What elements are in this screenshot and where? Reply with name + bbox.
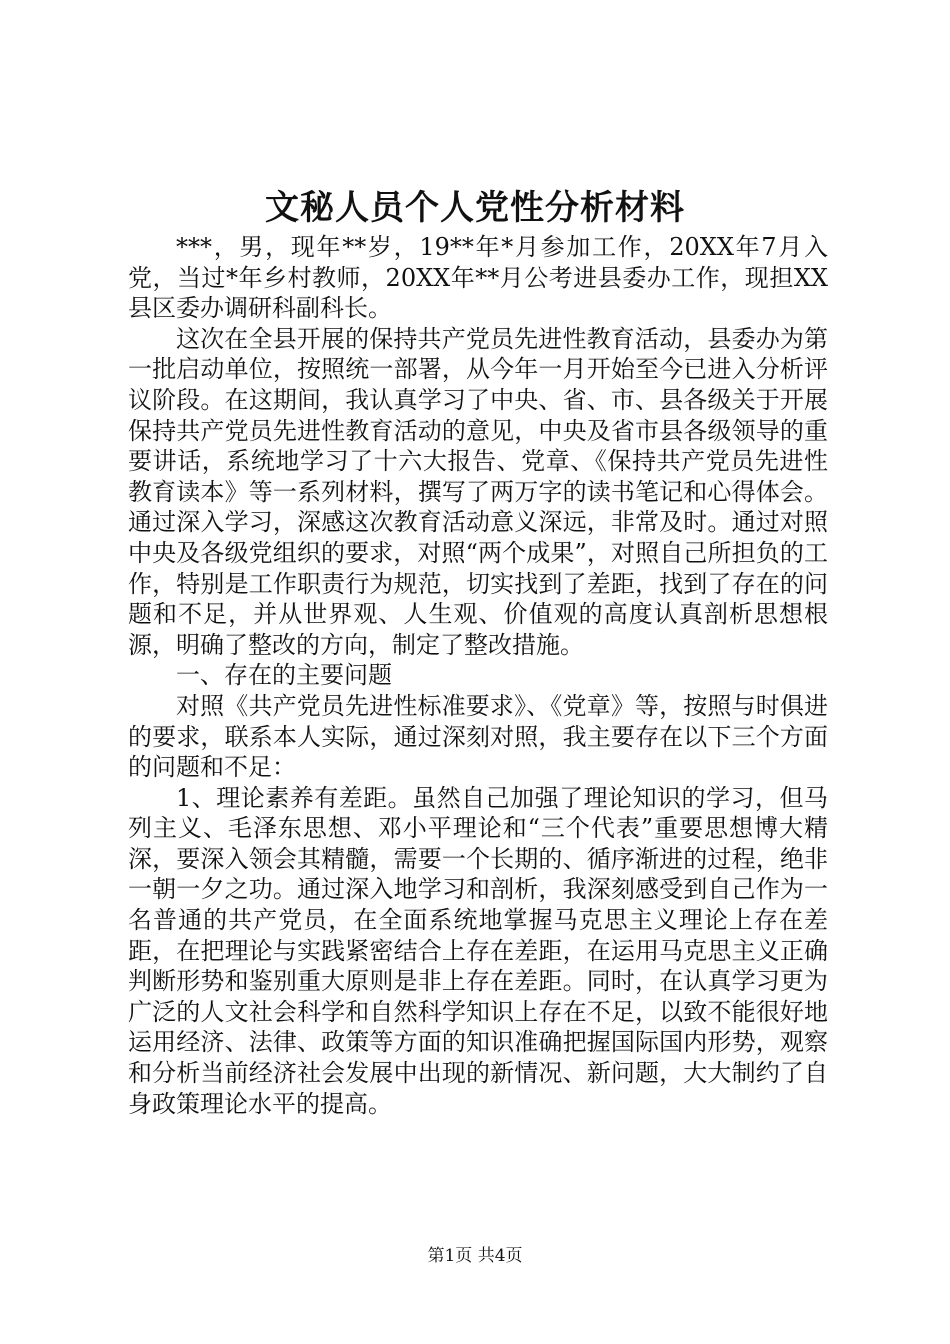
paragraph-problems-intro: 对照《共产党员先进性标准要求》、《党章》等，按照与时俱进的要求，联系本人实际，通过深刻对照，我主要存在以下三个方面的问题和不足： (128, 691, 828, 782)
document-title: 文秘人员个人党性分析材料 (265, 188, 685, 228)
section-heading-problems: 一、存在的主要问题 (176, 661, 392, 690)
page-footer: 第1页 共4页 (427, 1246, 523, 1266)
paragraph-background: 这次在全县开展的保持共产党员先进性教育活动，县委办为第一批启动单位，按照统一部署，从今年一月开始至今已进入分析评议阶段。在这期间，我认真学习了中央、省、市、县各级关于开展保持共产党员先进性教育活动的意见，中央及省市县各级领导的重要讲话，系统地学习了十六大报告、党章、《保持共产党员先进性教育读本》等一系列材料，撰写了两万字的读书笔记和心得体会。通过深入学习，深感这次教育活动意义深远，非常及时。通过对照中央及各级党组织的要求，对照“两个成果”，对照自己所担负的工作，特别是工作职责行为规范，切实找到了差距，找到了存在的问题和不足，并从世界观、人生观、价值观的高度认真剖析思想根源，明确了整改的方向，制定了整改措施。 (128, 324, 828, 659)
paragraph-intro: ***，男，现年**岁，19**年*月参加工作，20XX年7月入党，当过*年乡村教师，20XX年**月公考进县委办工作，现担XX县区委办调研科副科长。 (128, 233, 828, 323)
paragraph-theory-gap: 1、理论素养有差距。虽然自己加强了理论知识的学习，但马列主义、毛泽东思想、邓小平理论和“三个代表”重要思想博大精深，要深入领会其精髓，需要一个长期的、循序渐进的过程，绝非一朝一夕之功。通过深入地学习和剖析，我深刻感受到自己作为一名普通的共产党员，在全面系统地掌握马克思主义理论上存在差距，在把理论与实践紧密结合上存在差距，在运用马克思主义正确判断形势和鉴别重大原则是非上存在差距。同时，在认真学习更为广泛的人文社会科学和自然科学知识上存在不足，以致不能很好地运用经济、法律、政策等方面的知识准确把握国际国内形势，观察和分析当前经济社会发展中出现的新情况、新问题，大大制约了自身政策理论水平的提高。 (128, 783, 828, 1118)
document-body (128, 232, 828, 1119)
